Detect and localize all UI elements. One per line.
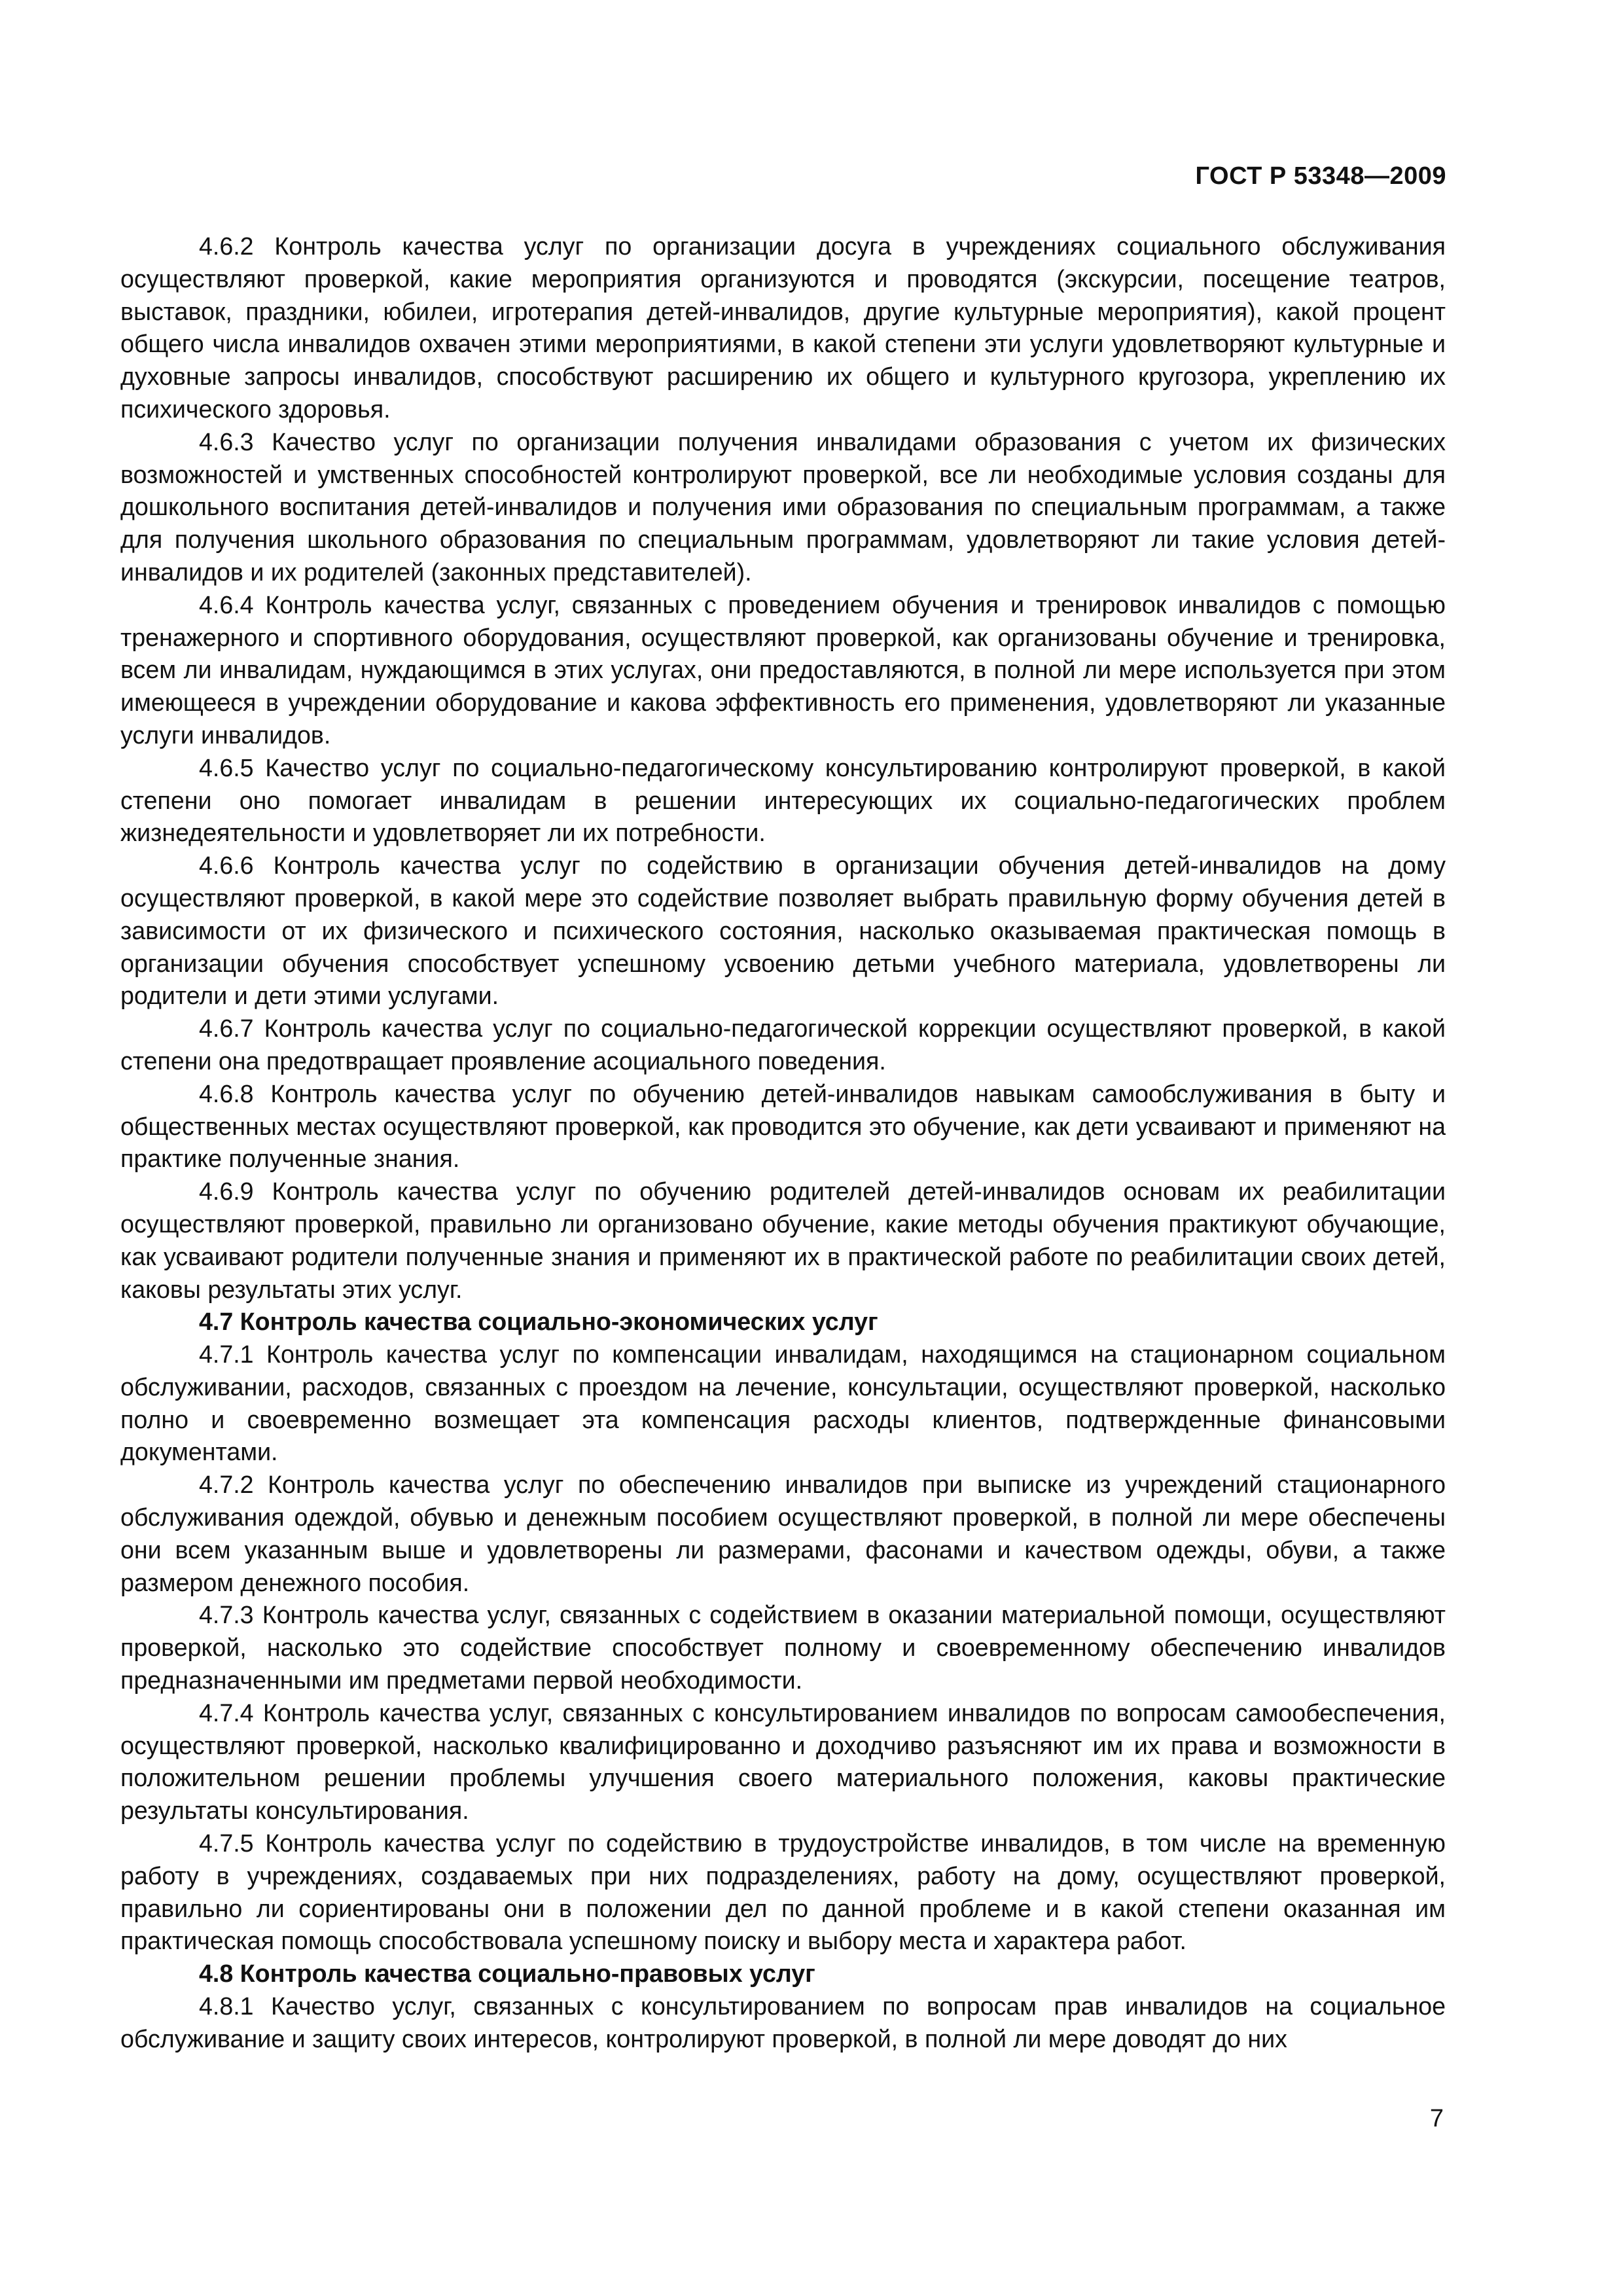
- paragraph-4-6-3: 4.6.3 Качество услуг по организации получения инвалидами образования с учетом их физических возможностей и умственных способностей контролируют проверкой, все ли необходимые условия созданы для дошкольного воспитания детей-инвалидов и получения ими образования по специальным программам, а также для получения школьного образования по специальным программам, удовлетворяют ли такие условия детей-инвалидов и их родителей (законных представителей).: [120, 427, 1446, 586]
- section-heading-4-8: 4.8 Контроль качества социально-правовых услуг: [199, 1960, 815, 1988]
- paragraph-4-6-5: 4.6.5 Качество услуг по социально-педагогическому консультированию контролируют проверкой, в какой степени оно помогает инвалидам в решении интересующих их социально-педагогических проблем жизнедеятельности и удовлетворяет ли их потребности.: [120, 753, 1446, 847]
- document-id-header: ГОСТ Р 53348—2009: [1195, 162, 1446, 190]
- paragraph-4-7-2: 4.7.2 Контроль качества услуг по обеспечению инвалидов при выписке из учреждений стационарного обслуживания одеждой, обувью и денежным пособием осуществляют проверкой, в полной ли мере обеспечены они всем указанным выше и удовлетворены ли размерами, фасонами и качеством одежды, обуви, а также размером денежного пособия.: [120, 1471, 1446, 1596]
- paragraph-4-7-5: 4.7.5 Контроль качества услуг по содействию в трудоустройстве инвалидов, в том числе на временную работу в учреждениях, создаваемых при них подразделениях, работу на дому, осуществляют проверкой, правильно ли сориентированы они в положении дел по данной проблеме и в какой степени оказанная им практическая помощь способствовала успешному поиску и выбору места и характера работ.: [120, 1829, 1446, 1955]
- page-number: 7: [1429, 2105, 1444, 2132]
- paragraph-4-6-7: 4.6.7 Контроль качества услуг по социально-педагогической коррекции осуществляют проверкой, в какой степени она предотвращает проявление асоциального поведения.: [120, 1014, 1446, 1075]
- paragraph-4-6-6: 4.6.6 Контроль качества услуг по содействию в организации обучения детей-инвалидов на дому осуществляют проверкой, в какой мере это содействие позволяет выбрать правильную форму обучения детей в зависимости от их физического и психического состояния, насколько оказываемая практическая помощь в организации обучения способствует успешному усвоению детьми учебного материала, удовлетворены ли родители и дети этими услугами.: [120, 852, 1446, 1010]
- paragraph-4-6-8: 4.6.8 Контроль качества услуг по обучению детей-инвалидов навыкам самообслуживания в быту и общественных местах осуществляют проверкой, как проводится это обучение, как дети усваивают и применяют на практике полученные знания.: [120, 1079, 1446, 1173]
- paragraph-4-6-4: 4.6.4 Контроль качества услуг, связанных с проведением обучения и тренировок инвалидов с помощью тренажерного и спортивного оборудования, осуществляют проверкой, как организованы обучение и тренировка, всем ли инвалидам, нуждающимся в этих услугах, они предоставляются, в полной ли мере используется при этом имеющееся в учреждении оборудование и какова эффективность его применения, удовлетворяют ли указанные услуги инвалидов.: [120, 590, 1446, 749]
- paragraph-4-7-1: 4.7.1 Контроль качества услуг по компенсации инвалидам, находящимся на стационарном социальном обслуживании, расходов, связанных с проездом на лечение, консультации, осуществляют проверкой, насколько полно и своевременно возмещает эта компенсация расходы клиентов, подтвержденные финансовыми документами.: [120, 1340, 1446, 1466]
- paragraph-4-8-1: 4.8.1 Качество услуг, связанных с консультированием по вопросам прав инвалидов на социальное обслуживание и защиту своих интересов, контролируют проверкой, в полной ли мере доводят до них: [120, 1992, 1446, 2053]
- paragraph-4-6-2: 4.6.2 Контроль качества услуг по организации досуга в учреждениях социального обслуживания осуществляют проверкой, какие мероприятия организуются и проводятся (экскурсии, посещение театров, выставок, праздники, юбилеи, игротерапия детей-инвалидов, другие культурные мероприятия), какой процент общего числа инвалидов охвачен этими мероприятиями, в какой степени эти услуги удовлетворяют культурные и духовные запросы инвалидов, способствуют расширению их общего и культурного кругозора, укреплению их психического здоровья.: [120, 232, 1446, 423]
- document-body: [120, 230, 1446, 2056]
- paragraph-4-6-9: 4.6.9 Контроль качества услуг по обучению родителей детей-инвалидов основам их реабилитации осуществляют проверкой, правильно ли организовано обучение, какие методы обучения практикуют обучающие, как усваивают родители полученные знания и применяют их в практической работе по реабилитации своих детей, каковы результаты этих услуг.: [120, 1177, 1446, 1303]
- paragraph-4-7-4: 4.7.4 Контроль качества услуг, связанных с консультированием инвалидов по вопросам самообеспечения, осуществляют проверкой, насколько квалифицированно и доходчиво разъясняют им их права и возможности в положительном решении проблемы улучшения своего материального положения, каковы практические результаты консультирования.: [120, 1698, 1446, 1825]
- section-heading-4-7: 4.7 Контроль качества социально-экономических услуг: [199, 1308, 878, 1336]
- paragraph-4-7-3: 4.7.3 Контроль качества услуг, связанных с содействием в оказании материальной помощи, осуществляют проверкой, насколько это содействие способствует полному и своевременному обеспечению инвалидов предназначенными им предметами первой необходимости.: [120, 1601, 1446, 1695]
